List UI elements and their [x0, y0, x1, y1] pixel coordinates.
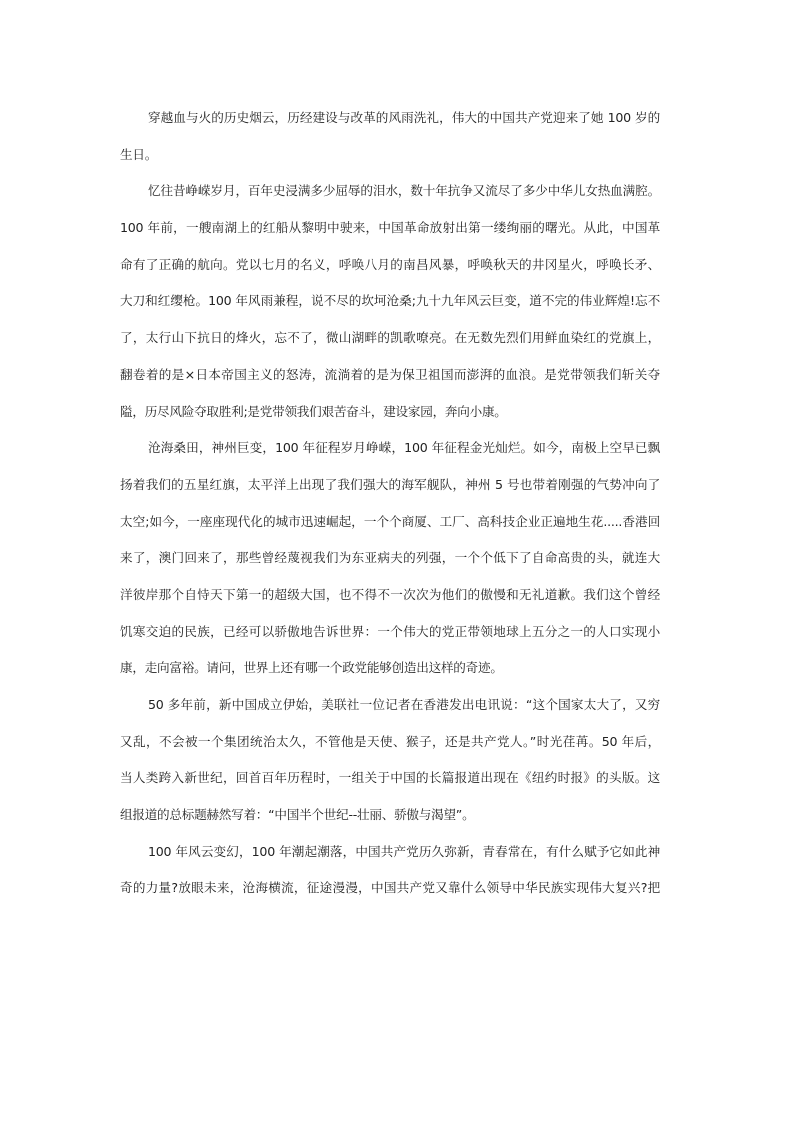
paragraph-3-line-5: 洋彼岸那个自恃天下第一的超级大国，也不得不一次次为他们的傲慢和无礼道歉。我们这个曾经	[120, 586, 660, 602]
paragraph-4-line-2: 又乱，不会被一个集团统治太久，不管他是天使、猴子，还是共产党人。”时光荏苒。50 年后，	[120, 733, 660, 749]
paragraph-2-line-5: 了，太行山下抗日的烽火，忘不了，微山湖畔的凯歌嘹亮。在无数先烈们用鲜血染红的党旗上，	[120, 330, 660, 346]
document-body	[120, 102, 660, 909]
paragraph-2-line-3: 命有了正确的航向。党以七月的名义，呼唤八月的南昌风暴，呼唤秋天的井冈星火，呼唤长矛、	[120, 256, 660, 272]
paragraph-3-line-4: 来了，澳门回来了，那些曾经蔑视我们为东亚病夫的列强，一个个低下了自命高贵的头，就连大	[120, 550, 660, 566]
paragraph-3-line-1: 沧海桑田，神州巨变，100 年征程岁月峥嵘，100 年征程金光灿烂。如今，南极上空早已飘	[148, 440, 660, 456]
paragraph-4-line-1: 50 多年前，新中国成立伊始，美联社一位记者在香港发出电讯说：“这个国家太大了，又穷	[148, 697, 660, 712]
paragraph-2-line-1: 忆往昔峥嵘岁月，百年史浸满多少屈辱的泪水，数十年抗争又流尽了多少中华儿女热血满腔。	[148, 183, 660, 199]
paragraph-4-line-4: 组报道的总标题赫然写着：“中国半个世纪--壮丽、骄傲与渴望”。	[120, 807, 475, 823]
paragraph-3-line-7: 康，走向富裕。请问，世界上还有哪一个政党能够创造出这样的奇迹。	[120, 660, 503, 676]
paragraph-2-line-7: 隘，历尽风险夺取胜利;是党带领我们艰苦奋斗，建设家园，奔向小康。	[120, 403, 507, 419]
paragraph-3-line-6: 饥寒交迫的民族，已经可以骄傲地告诉世界：一个伟大的党正带领地球上五分之一的人口实现小	[120, 623, 660, 639]
paragraph-2-line-6: 翻卷着的是×日本帝国主义的怒涛，流淌着的是为保卫祖国而澎湃的血浪。是党带领我们斩关夺	[120, 366, 660, 382]
paragraph-5-line-1: 100 年风云变幻，100 年潮起潮落，中国共产党历久弥新，青春常在，有什么赋予它如此神	[148, 843, 660, 859]
paragraph-5-line-2: 奇的力量?放眼未来，沧海横流，征途漫漫，中国共产党又靠什么领导中华民族实现伟大复兴?把	[120, 880, 660, 896]
paragraph-2-line-2: 100 年前，一艘南湖上的红船从黎明中驶来，中国革命放射出第一缕绚丽的曙光。从此，中国革	[120, 220, 660, 236]
paragraph-1-line-2: 生日。	[120, 146, 158, 162]
paragraph-2-line-4: 大刀和红缨枪。100 年风雨兼程，说不尽的坎坷沧桑;九十九年风云巨变，道不完的伟业辉煌!忘不	[120, 293, 660, 309]
paragraph-1-line-1: 穿越血与火的历史烟云，历经建设与改革的风雨洗礼，伟大的中国共产党迎来了她 100 岁的	[148, 110, 660, 125]
paragraph-3-line-3: 太空;如今，一座座现代化的城市迅速崛起，一个个商厦、工厂、高科技企业正遍地生花.....香港回	[120, 513, 660, 529]
paragraph-4-line-3: 当人类跨入新世纪，回首百年历程时，一组关于中国的长篇报道出现在《纽约时报》的头版。这	[120, 770, 660, 786]
paragraph-3-line-2: 扬着我们的五星红旗，太平洋上出现了我们强大的海军舰队，神州 5 号也带着刚强的气势冲向了	[120, 476, 660, 492]
